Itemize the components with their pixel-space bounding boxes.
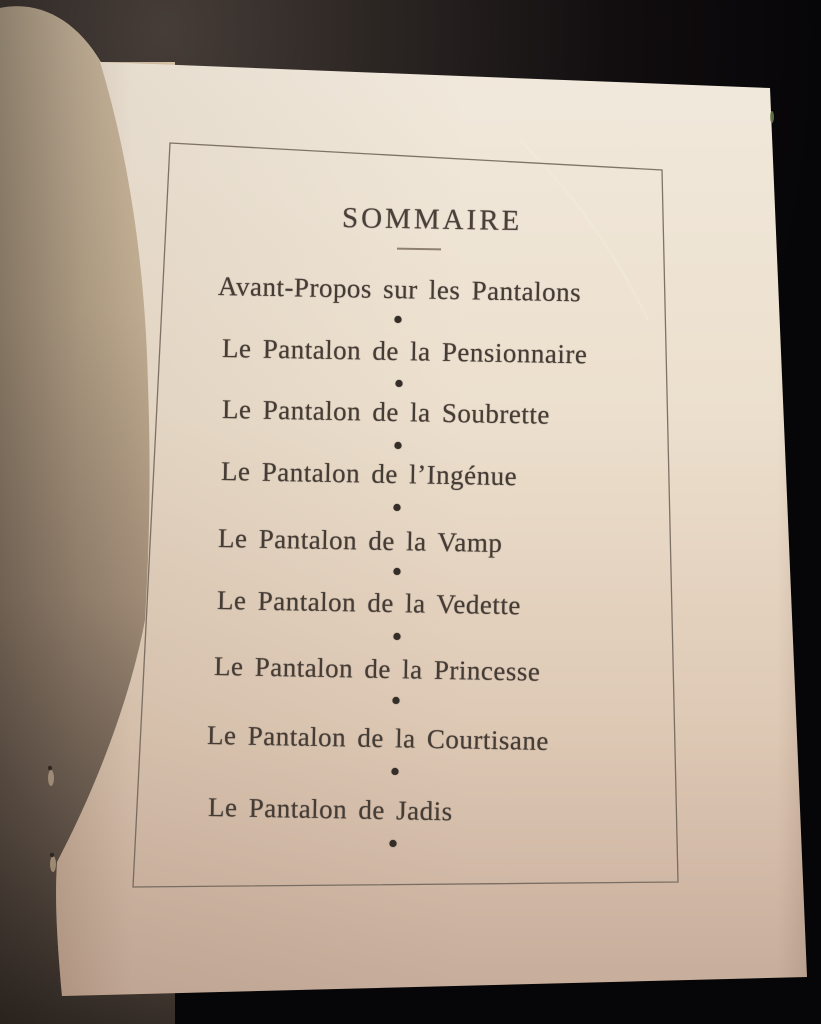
bullet-separator: • <box>387 827 399 861</box>
bullet-separator: • <box>392 429 404 463</box>
toc-title: SOMMAIRE <box>341 202 523 238</box>
bullet-separator: • <box>389 755 401 789</box>
toc-item: Le Pantalon de la Vamp <box>217 523 503 558</box>
toc-item: Le Pantalon de la Princesse <box>213 651 541 687</box>
bullet-separator: • <box>391 491 403 525</box>
bullet-separator: • <box>393 367 405 401</box>
toc-item: Le Pantalon de la Courtisane <box>206 720 550 756</box>
toc-item: Avant-Propos sur les Pantalons <box>217 271 582 308</box>
toc-item: Le Pantalon de l’Ingénue <box>220 456 518 492</box>
toc-item: Le Pantalon de la Pensionnaire <box>221 333 588 370</box>
toc-item: Le Pantalon de la Soubrette <box>221 394 551 430</box>
bullet-separator: • <box>390 684 402 718</box>
title-rule <box>397 248 441 251</box>
bullet-separator: • <box>392 303 404 337</box>
toc-item: Le Pantalon de la Vedette <box>216 585 522 621</box>
toc-item: Le Pantalon de Jadis <box>207 792 453 827</box>
bullet-separator: • <box>391 555 403 589</box>
bullet-separator: • <box>391 620 403 654</box>
